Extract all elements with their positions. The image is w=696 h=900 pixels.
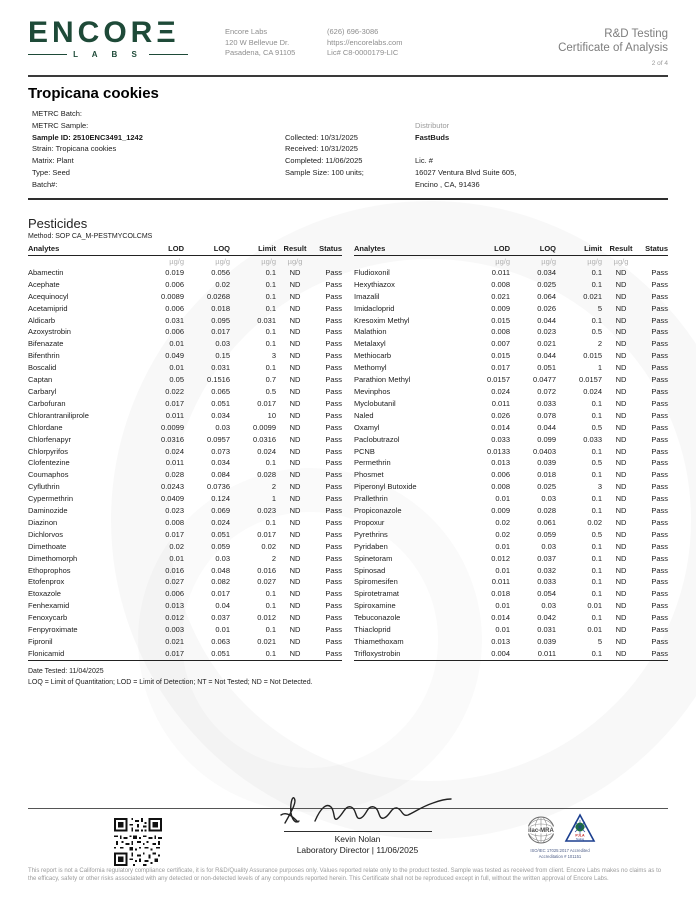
date-tested: Date Tested: 11/04/2025 [28, 667, 104, 675]
disclaimer-text: This report is not a California regulatory compliance certificate, it is for R&D/Quality Assurance purposes only. Values reported relate only to the product tested. Sample was tested as received from client. Encore Labs makes no claims as to the efficacy, safety or other risks associated with any detected or non-detected levels of any compounds reported herein. This Certificate shall not be reproduced except in full, without the written approval of Encore Labs. [28, 868, 662, 882]
pesticide-row: Chlorfenapyr 0.0316 0.0957 0.0316 ND Pass [28, 434, 342, 444]
ilac-mra-logo [524, 813, 558, 847]
signature-block [240, 791, 475, 856]
pesticide-row: Imidacloprid 0.009 0.026 5 ND Pass [354, 303, 668, 313]
batch-number: Batch#: [32, 179, 58, 189]
pesticide-row: Pyrethrins 0.02 0.059 0.5 ND Pass [354, 529, 668, 539]
pesticide-row: Acephate 0.006 0.02 0.1 ND Pass [28, 279, 342, 289]
distributor-label: Distributor [415, 120, 450, 130]
abbreviation-legend: LOQ = Limit of Quantitation; LOD = Limit of Detection; NT = Not Tested; ND = Not Detected. [28, 678, 313, 686]
pesticide-row: Cypermethrin 0.0409 0.124 1 ND Pass [28, 494, 342, 504]
pesticide-row: Coumaphos 0.028 0.084 0.028 ND Pass [28, 470, 342, 480]
pesticide-row: Propoxur 0.02 0.061 0.02 ND Pass [354, 517, 668, 527]
distributor-address-2: Encino , CA, 91436 [415, 179, 480, 189]
pesticide-row: Piperonyl Butoxide 0.008 0.025 3 ND Pass [354, 482, 668, 492]
pesticide-row: Flonicamid 0.017 0.051 0.1 ND Pass [28, 648, 342, 658]
completed-date: Completed: 11/06/2025 [285, 156, 363, 166]
pesticide-row: Bifenthrin 0.049 0.15 3 ND Pass [28, 351, 342, 361]
pesticide-row: Abamectin 0.019 0.056 0.1 ND Pass [28, 267, 342, 277]
svg-text:Testing: Testing [575, 837, 585, 841]
pesticide-row: Fipronil 0.021 0.063 0.021 ND Pass [28, 637, 342, 646]
svg-text:ilac-MRA: ilac-MRA [528, 828, 554, 834]
pesticide-row: Methomyl 0.017 0.051 1 ND Pass [354, 363, 668, 373]
header-divider [28, 75, 668, 77]
pesticide-row: Fludioxonil 0.011 0.034 0.1 ND Pass [354, 267, 668, 277]
accreditation-logos [500, 813, 620, 859]
page-indicator: 2 of 4 [651, 60, 668, 67]
pesticide-row: Naled 0.026 0.078 0.1 ND Pass [354, 410, 668, 420]
section-title-pesticides: Pesticides [28, 216, 88, 231]
pjla-logo [564, 813, 596, 847]
units-row: µg/g µg/g µg/g µg/g [495, 256, 629, 266]
sample-title: Tropicana cookies [28, 85, 159, 102]
distributor-info [415, 120, 516, 191]
pesticide-row: Oxamyl 0.014 0.044 0.5 ND Pass [354, 422, 668, 432]
pesticide-row: Thiamethoxam 0.013 0.039 5 ND Pass [354, 637, 668, 646]
pesticide-row: Aldicarb 0.031 0.095 0.031 ND Pass [28, 315, 342, 325]
encore-logo [28, 18, 203, 59]
sample-id: Sample ID: 2510ENC3491_1242 [32, 132, 143, 142]
pesticide-row: Paclobutrazol 0.033 0.099 0.033 ND Pass [354, 434, 668, 444]
pesticide-row: Boscalid 0.01 0.031 0.1 ND Pass [28, 363, 342, 373]
pesticide-row: Clofentezine 0.011 0.034 0.1 ND Pass [28, 458, 342, 468]
metrc-sample: METRC Sample: [32, 120, 89, 130]
lab-address: Encore Labs 120 W Bellevue Dr. Pasadena, CA 91105 [225, 27, 296, 57]
sample-info-dates [285, 132, 364, 179]
signature-section [28, 808, 668, 883]
table-header-row: Analytes LOD LOQ Limit Result Status [354, 243, 668, 255]
accreditation-text: ISO/IEC 17025:2017 Accredited Accreditation # 101151 [530, 848, 590, 859]
report-type: R&D Testing [604, 28, 668, 40]
pesticide-row: Acetamiprid 0.006 0.018 0.1 ND Pass [28, 303, 342, 313]
pesticide-row: Fenoxycarb 0.012 0.037 0.012 ND Pass [28, 613, 342, 623]
pesticide-row: Carbofuran 0.017 0.051 0.017 ND Pass [28, 398, 342, 408]
license-label: Lic. # [415, 156, 433, 166]
sample-size: Sample Size: 100 units; [285, 167, 364, 177]
metrc-batch: METRC Batch: [32, 109, 83, 118]
pesticide-row: Dimethoate 0.02 0.059 0.02 ND Pass [28, 541, 342, 551]
method-line: Method: SOP CA_M-PESTMYCOLCMS [28, 233, 153, 240]
pesticide-row: Ethoprophos 0.016 0.048 0.016 ND Pass [28, 565, 342, 575]
pesticide-row: Thiacloprid 0.01 0.031 0.01 ND Pass [354, 625, 668, 635]
pesticide-row: Dimethomorph 0.01 0.03 2 ND Pass [28, 553, 342, 563]
pesticide-row: Spiromesifen 0.011 0.033 0.1 ND Pass [354, 577, 668, 587]
lab-contact: (626) 696-3086 https://encorelabs.com Lic# C8-0000179-LIC [327, 27, 457, 59]
test-footnotes [28, 666, 668, 688]
pesticide-row: Fenhexamid 0.013 0.04 0.1 ND Pass [28, 601, 342, 611]
pesticide-row: Daminozide 0.023 0.069 0.023 ND Pass [28, 506, 342, 516]
pesticide-row: Kresoxim Methyl 0.015 0.044 0.1 ND Pass [354, 315, 668, 325]
sample-type: Type: Seed [32, 167, 70, 177]
signer-name: Kevin Nolan [334, 834, 381, 844]
pesticide-row: Spinetoram 0.012 0.037 0.1 ND Pass [354, 553, 668, 563]
pesticide-row: Chlorantraniliprole 0.011 0.034 10 ND Pass [28, 410, 342, 420]
pesticide-row: Etofenprox 0.027 0.082 0.027 ND Pass [28, 577, 342, 587]
pesticide-row: Metalaxyl 0.007 0.021 2 ND Pass [354, 339, 668, 349]
pesticide-row: Tebuconazole 0.014 0.042 0.1 ND Pass [354, 613, 668, 623]
pesticide-row: Trifloxystrobin 0.004 0.011 0.1 ND Pass [354, 648, 668, 658]
brand-wordmark: ENCORΞ [28, 16, 180, 49]
pesticide-row: Mevinphos 0.024 0.072 0.024 ND Pass [354, 386, 668, 396]
pesticide-row: Malathion 0.008 0.023 0.5 ND Pass [354, 327, 668, 337]
pesticide-row: Methiocarb 0.015 0.044 0.015 ND Pass [354, 351, 668, 361]
pesticide-row: Fenpyroximate 0.003 0.01 0.1 ND Pass [28, 625, 342, 635]
pesticides-table-right [354, 243, 668, 661]
pesticide-row: Spinosad 0.01 0.032 0.1 ND Pass [354, 565, 668, 575]
pesticide-row: Chlorpyrifos 0.024 0.073 0.024 ND Pass [28, 446, 342, 456]
pesticide-row: Chlordane 0.0099 0.03 0.0099 ND Pass [28, 422, 342, 432]
pesticide-row: Hexythiazox 0.008 0.025 0.1 ND Pass [354, 279, 668, 289]
units-row: µg/g µg/g µg/g µg/g [169, 256, 303, 266]
pesticide-row: Pyridaben 0.01 0.03 0.1 ND Pass [354, 541, 668, 551]
pesticide-row: Dichlorvos 0.017 0.051 0.017 ND Pass [28, 529, 342, 539]
info-divider [28, 198, 668, 200]
pesticide-row: Diazinon 0.008 0.024 0.1 ND Pass [28, 517, 342, 527]
pesticide-row: Permethrin 0.013 0.039 0.5 ND Pass [354, 458, 668, 468]
pesticide-row: Parathion Methyl 0.0157 0.0477 0.0157 ND Pass [354, 375, 668, 385]
logo-rule-left [28, 54, 67, 55]
signer-role: Laboratory Director | 11/06/2025 [296, 845, 419, 855]
pesticide-row: Spiroxamine 0.01 0.03 0.01 ND Pass [354, 601, 668, 611]
pesticide-row: Phosmet 0.006 0.018 0.1 ND Pass [354, 470, 668, 480]
pesticide-row: Prallethrin 0.01 0.03 0.1 ND Pass [354, 494, 668, 504]
pesticide-row: Etoxazole 0.006 0.017 0.1 ND Pass [28, 589, 342, 599]
signature-line [284, 831, 432, 832]
report-type-block [558, 27, 668, 67]
qr-code [114, 818, 162, 866]
pesticides-table-left [28, 243, 342, 661]
received-date: Received: 10/31/2025 [285, 144, 358, 154]
pesticide-row: Cyfluthrin 0.0243 0.0736 2 ND Pass [28, 482, 342, 492]
collected-date: Collected: 10/31/2025 [285, 132, 358, 142]
matrix: Matrix: Plant [32, 156, 74, 166]
brand-sub-label: L A B S [73, 50, 143, 59]
header [28, 0, 668, 67]
pesticide-row: PCNB 0.0133 0.0403 0.1 ND Pass [354, 446, 668, 456]
pesticides-tables [28, 243, 668, 661]
pesticide-row: Acequinocyl 0.0089 0.0268 0.1 ND Pass [28, 291, 342, 301]
sample-info-left [32, 108, 143, 191]
logo-rule-right [149, 54, 188, 55]
svg-text:PJLA: PJLA [575, 833, 585, 838]
pesticide-row: Myclobutanil 0.011 0.033 0.1 ND Pass [354, 398, 668, 408]
table-header-row: Analytes LOD LOQ Limit Result Status [28, 243, 342, 255]
lab-website-link[interactable]: https://encorelabs.com [327, 37, 403, 47]
distributor-address-1: 16027 Ventura Blvd Suite 605, [415, 167, 517, 177]
pesticide-row: Carbaryl 0.022 0.065 0.5 ND Pass [28, 386, 342, 396]
pesticide-row: Azoxystrobin 0.006 0.017 0.1 ND Pass [28, 327, 342, 337]
doc-type: Certificate of Analysis [558, 42, 668, 54]
pesticide-row: Captan 0.05 0.1516 0.7 ND Pass [28, 375, 342, 385]
sample-info [28, 108, 668, 194]
pesticide-row: Bifenazate 0.01 0.03 0.1 ND Pass [28, 339, 342, 349]
strain: Strain: Tropicana cookies [32, 144, 117, 154]
pesticide-row: Propiconazole 0.009 0.028 0.1 ND Pass [354, 506, 668, 516]
signature-handwriting [263, 791, 453, 831]
pesticide-row: Spirotetramat 0.018 0.054 0.1 ND Pass [354, 589, 668, 599]
pesticide-row: Imazalil 0.021 0.064 0.021 ND Pass [354, 291, 668, 301]
distributor-name: FastBuds [415, 132, 450, 142]
